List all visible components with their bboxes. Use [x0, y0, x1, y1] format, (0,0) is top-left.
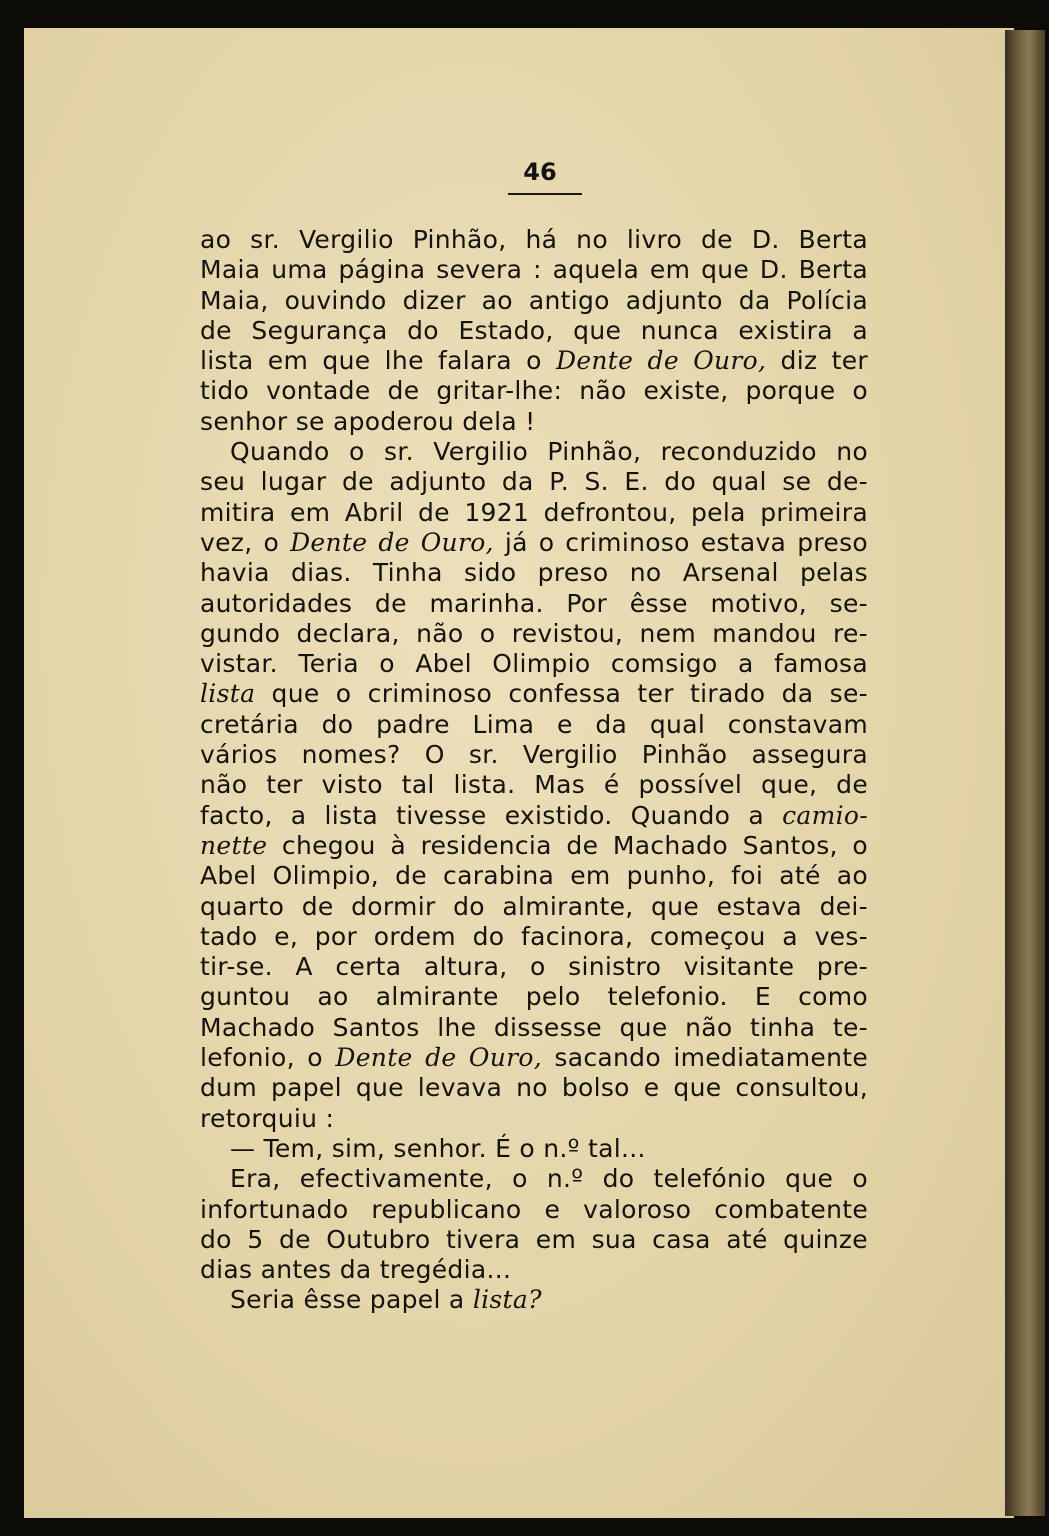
text-line: dum papel que levava no bolso e que consultou,: [200, 1073, 868, 1103]
text-line: [200, 679, 868, 709]
body-text: [200, 225, 868, 1316]
italic-segment: Dente de Ouro,: [290, 527, 494, 557]
text-segment: Seria êsse papel a: [230, 1285, 473, 1315]
text-line: Era, efectivamente, o n.º do telefónio que o: [230, 1164, 868, 1194]
text-segment: chegou à residencia de Machado Santos, o: [267, 830, 868, 860]
text-segment: vez, o: [200, 527, 291, 557]
book-spine: [1005, 30, 1045, 1516]
text-line: infortunado republicano e valoroso combatente: [200, 1194, 868, 1224]
italic-segment: camio-: [782, 800, 868, 830]
page-number: 46: [523, 158, 557, 186]
italic-segment: nette: [200, 830, 268, 860]
text-segment: facto, a lista tivesse existido. Quando a: [200, 800, 783, 830]
italic-segment: lista: [200, 679, 256, 709]
text-line: [200, 528, 868, 558]
text-line: tir-se. A certa altura, o sinistro visitante pre-: [200, 952, 868, 982]
text-line: Maia, ouvindo dizer ao antigo adjunto da Polícia: [200, 285, 868, 315]
text-line: seu lugar de adjunto da P. S. E. do qual se de-: [200, 467, 868, 497]
text-line: do 5 de Outubro tivera em sua casa até quinze: [200, 1224, 868, 1254]
text-line: autoridades de marinha. Por êsse motivo, se-: [200, 588, 868, 618]
text-line: vistar. Teria o Abel Olimpio comsigo a famosa: [200, 649, 868, 679]
text-line: [200, 831, 868, 861]
italic-segment: lista?: [472, 1285, 542, 1315]
text-segment: já o criminoso estava preso: [493, 527, 868, 557]
text-line: [200, 1043, 868, 1073]
text-line: gundo declara, não o revistou, nem mandou re-: [200, 618, 868, 648]
text-line: mitira em Abril de 1921 defrontou, pela primeira: [200, 497, 868, 527]
text-line: retorquiu :: [200, 1103, 335, 1133]
text-segment: diz ter: [766, 346, 868, 376]
text-line: [200, 1285, 868, 1315]
text-segment: lefonio, o: [200, 1043, 336, 1073]
text-line: ao sr. Vergilio Pinhão, há no livro de D. Berta: [200, 225, 868, 254]
text-line: Abel Olimpio, de carabina em punho, foi até ao: [200, 861, 868, 891]
page-number-rule: [508, 193, 582, 195]
text-segment: sacando imediatamente: [541, 1043, 868, 1073]
text-line: não ter visto tal lista. Mas é possível que, de: [200, 770, 868, 800]
text-line: guntou ao almirante pelo telefonio. E como: [200, 982, 868, 1012]
italic-segment: Dente de Ouro,: [555, 346, 767, 376]
text-line: [200, 346, 868, 376]
text-line: de Segurança do Estado, que nunca existira a: [200, 315, 868, 345]
text-line: Machado Santos lhe dissesse que não tinha te-: [200, 1012, 868, 1042]
text-line: — Tem, sim, senhor. É o n.º tal...: [230, 1133, 646, 1163]
text-line: tido vontade de gritar-lhe: não existe, porque o: [200, 376, 868, 406]
italic-segment: Dente de Ouro,: [335, 1043, 542, 1073]
text-segment: lista em que lhe falara o: [200, 346, 556, 376]
text-segment: que o criminoso confessa ter tirado da se-: [255, 679, 868, 709]
text-line: vários nomes? O sr. Vergilio Pinhão assegura: [200, 740, 868, 770]
text-line: havia dias. Tinha sido preso no Arsenal pelas: [200, 558, 868, 588]
text-line: quarto de dormir do almirante, que estava dei-: [200, 891, 868, 921]
text-line: senhor se apoderou dela !: [200, 406, 536, 436]
text-line: Maia uma página severa : aquela em que D. Berta: [200, 255, 868, 285]
text-line: Quando o sr. Vergilio Pinhão, reconduzido no: [230, 437, 868, 467]
text-line: tado e, por ordem do facinora, começou a ves-: [200, 921, 868, 951]
text-line: [200, 801, 868, 831]
text-line: dias antes da tregédia...: [200, 1255, 512, 1285]
text-line: cretária do padre Lima e da qual constavam: [200, 709, 868, 739]
